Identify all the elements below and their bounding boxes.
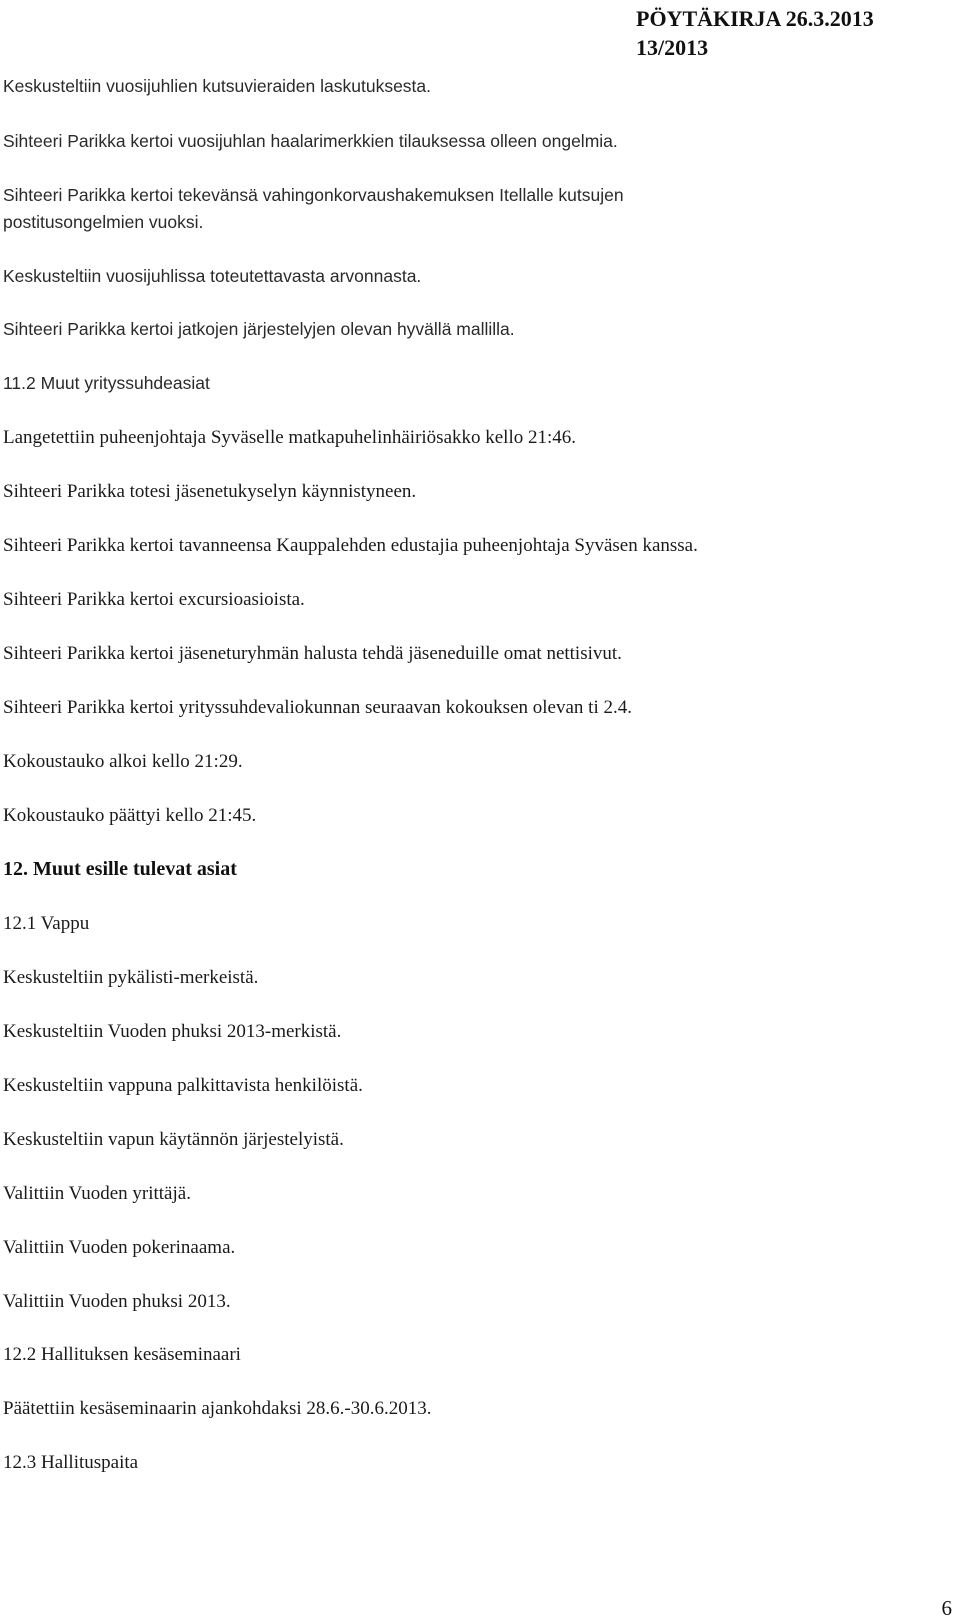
paragraph: Päätettiin kesäseminaarin ajankohdaksi 28.6.-30.6.2013. <box>3 1398 432 1419</box>
subsection-heading: 12.2 Hallituksen kesäseminaari <box>3 1344 241 1365</box>
section-heading: 11.2 Muut yrityssuhdeasiat <box>3 373 210 393</box>
paragraph-line: postitusongelmien vuoksi. <box>3 212 204 232</box>
paragraph: Langetettiin puheenjohtaja Syväselle matkapuhelinhäiriösakko kello 21:46. <box>3 427 577 448</box>
paragraph-line: Sihteeri Parikka kertoi tekevänsä vahingonkorvaushakemuksen Itellalle kutsujen <box>3 185 624 205</box>
paragraph: Sihteeri Parikka kertoi vuosijuhlan haalarimerkkien tilauksessa olleen ongelmia. <box>3 131 618 151</box>
page-number: 6 <box>941 1596 952 1620</box>
paragraph: Sihteeri Parikka kertoi jatkojen järjestelyjen olevan hyvällä mallilla. <box>3 319 515 339</box>
paragraph: Valittiin Vuoden pokerinaama. <box>3 1237 236 1258</box>
paragraph: Kokoustauko alkoi kello 21:29. <box>3 751 243 772</box>
paragraph: Sihteeri Parikka kertoi jäseneturyhmän halusta tehdä jäseneduille omat nettisivut. <box>3 643 622 664</box>
paragraph: Valittiin Vuoden phuksi 2013. <box>3 1291 231 1312</box>
paragraph: Sihteeri Parikka kertoi excursioasioista. <box>3 589 305 610</box>
subsection-heading: 12.1 Vappu <box>3 913 90 934</box>
paragraph: Sihteeri Parikka kertoi tavanneensa Kauppalehden edustajia puheenjohtaja Syväsen kanssa. <box>3 535 698 556</box>
paragraph: Keskusteltiin vapun käytännön järjestelyistä. <box>3 1129 344 1150</box>
paragraph: Sihteeri Parikka totesi jäsenetukyselyn käynnistyneen. <box>3 481 417 502</box>
paragraph: Sihteeri Parikka kertoi yrityssuhdevaliokunnan seuraavan kokouksen olevan ti 2.4. <box>3 697 632 718</box>
document-header <box>636 4 916 62</box>
document-title: PÖYTÄKIRJA 26.3.2013 <box>636 6 874 31</box>
subsection-heading: 12.3 Hallituspaita <box>3 1452 139 1473</box>
paragraph: Keskusteltiin vappuna palkittavista henkilöistä. <box>3 1075 363 1096</box>
paragraph: Keskusteltiin Vuoden phuksi 2013-merkistä. <box>3 1021 342 1042</box>
paragraph: Kokoustauko päättyi kello 21:45. <box>3 805 257 826</box>
paragraph: Keskusteltiin vuosijuhlien kutsuvieraiden laskutuksesta. <box>3 76 432 96</box>
paragraph: Keskusteltiin pykälisti-merkeistä. <box>3 967 259 988</box>
paragraph: Valittiin Vuoden yrittäjä. <box>3 1183 191 1204</box>
section-heading: 12. Muut esille tulevat asiat <box>3 858 237 880</box>
document-number: 13/2013 <box>636 35 709 60</box>
paragraph: Keskusteltiin vuosijuhlissa toteutettavasta arvonnasta. <box>3 266 422 286</box>
